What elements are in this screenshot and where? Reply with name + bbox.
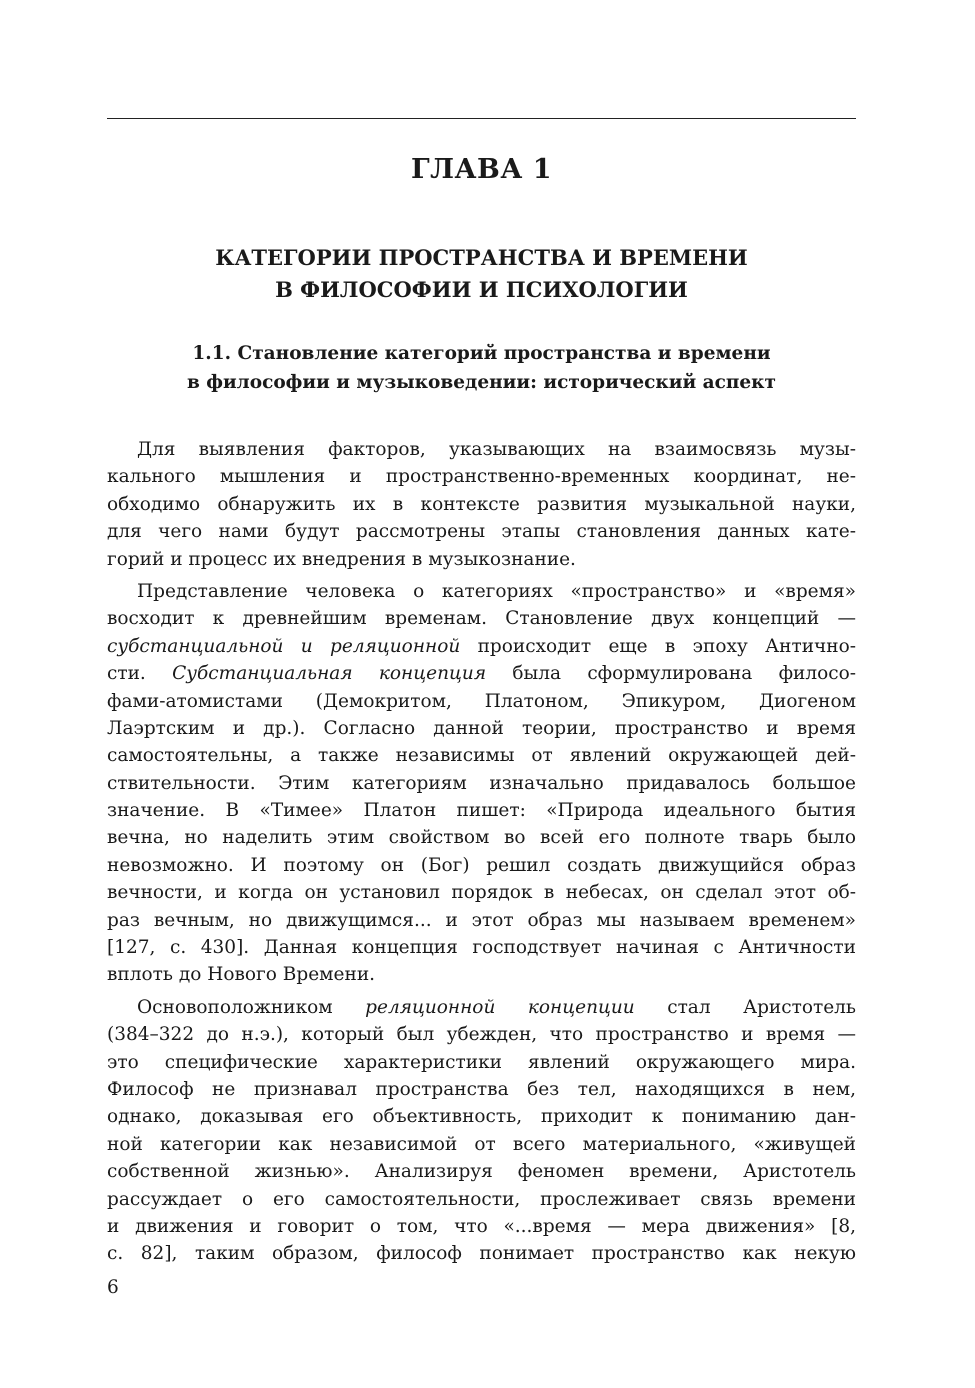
text-line: ствительности. Этим категориям изначально придавалось большое <box>107 772 856 794</box>
text-line: горий и процесс их внедрения в музыкознание. <box>107 548 576 570</box>
text-line: это специфические характеристики явлений окружающего мира. <box>107 1051 856 1073</box>
paragraph <box>107 578 856 989</box>
paragraph <box>107 994 856 1268</box>
section-title-line: в философии и музыковедении: исторический аспект <box>186 372 776 393</box>
chapter-subtitle-line: В ФИЛОСОФИИ И ПСИХОЛОГИИ <box>275 277 688 302</box>
section-title-line: 1.1. Становление категорий пространства и времени <box>192 343 771 364</box>
text-line <box>107 660 856 687</box>
text-fragment: Основоположником <box>137 996 366 1018</box>
text-line: невозможно. И поэтому он (Бог) решил создать движущийся образ <box>107 854 856 876</box>
chapter-title: ГЛАВА 1 <box>410 154 552 185</box>
text-line <box>107 994 856 1021</box>
top-rule <box>107 118 856 119</box>
text-line: вплоть до Нового Времени. <box>107 964 376 986</box>
section-title <box>107 339 856 397</box>
text-line: обходимо обнаружить их в контексте развития музыкальной науки, <box>107 493 856 515</box>
text-line: для чего нами будут рассмотрены этапы становления данных кате- <box>107 521 856 543</box>
page-number: 6 <box>107 1277 119 1298</box>
text-line: Для выявления факторов, указывающих на взаимосвязь музы- <box>137 439 856 460</box>
text-fragment: происходит еще в эпоху Антично- <box>460 635 856 657</box>
italic-term: реляционной концепции <box>365 996 635 1018</box>
text-line: кального мышления и пространственно-временных координат, не- <box>107 466 856 488</box>
text-line: (384–322 до н.э.), который был убежден, что пространство и время — <box>107 1024 856 1046</box>
text-line: фами-атомистами (Демокритом, Платоном, Эпикуром, Диогеном <box>107 690 856 712</box>
text-line: вечности, и когда он установил порядок в небесах, он сделал этот об- <box>107 882 856 904</box>
text-fragment: была сформулирована филосо- <box>486 663 857 685</box>
text-line: восходит к древнейшим временам. Становление двух концепций — <box>107 608 856 630</box>
text-line: и движения и говорит о том, что «...время — мера движения» [8, <box>107 1215 856 1237</box>
text-line: рассуждает о его самостоятельности, прослеживает связь времени <box>107 1188 856 1210</box>
text-line: [127, с. 430]. Данная концепция господствует начиная с Античности <box>107 937 856 959</box>
text-line: Лаэртским и др.). Согласно данной теории, пространство и время <box>107 717 856 739</box>
text-line <box>107 633 856 660</box>
text-line: однако, доказывая его объективность, приходит к пониманию дан- <box>107 1106 856 1128</box>
italic-term: субстанциальной и реляционной <box>107 635 461 657</box>
chapter-subtitle-line: КАТЕГОРИИ ПРОСТРАНСТВА И ВРЕМЕНИ <box>215 245 748 270</box>
text-line: Представление человека о категориях «пространство» и «время» <box>137 580 856 602</box>
text-line: вечна, но наделить этим свойством во всей его полноте тварь было <box>107 827 856 849</box>
text-line: ной категории как независимой от всего материального, «живущей <box>107 1133 856 1155</box>
text-fragment: стал Аристотель <box>634 996 856 1018</box>
text-fragment: сти. <box>107 663 173 685</box>
text-line: Философ не признавал пространства без тел, находящихся в нем, <box>107 1078 856 1100</box>
text-line: значение. В «Тимее» Платон пишет: «Природа идеального бытия <box>107 800 856 822</box>
paragraph <box>107 436 856 573</box>
text-line: самостоятельны, а также независимы от явлений окружающей дей- <box>107 745 856 767</box>
text-line: раз вечным, но движущимся... и этот образ мы называем временем» <box>107 909 856 931</box>
text-line: собственной жизнью». Анализируя феномен времени, Аристотель <box>107 1161 856 1183</box>
italic-term: Субстанциальная концепция <box>172 663 487 685</box>
chapter-subtitle <box>107 242 856 306</box>
body-text <box>107 436 856 1273</box>
text-line: с. 82], таким образом, философ понимает пространство как некую <box>107 1243 856 1265</box>
